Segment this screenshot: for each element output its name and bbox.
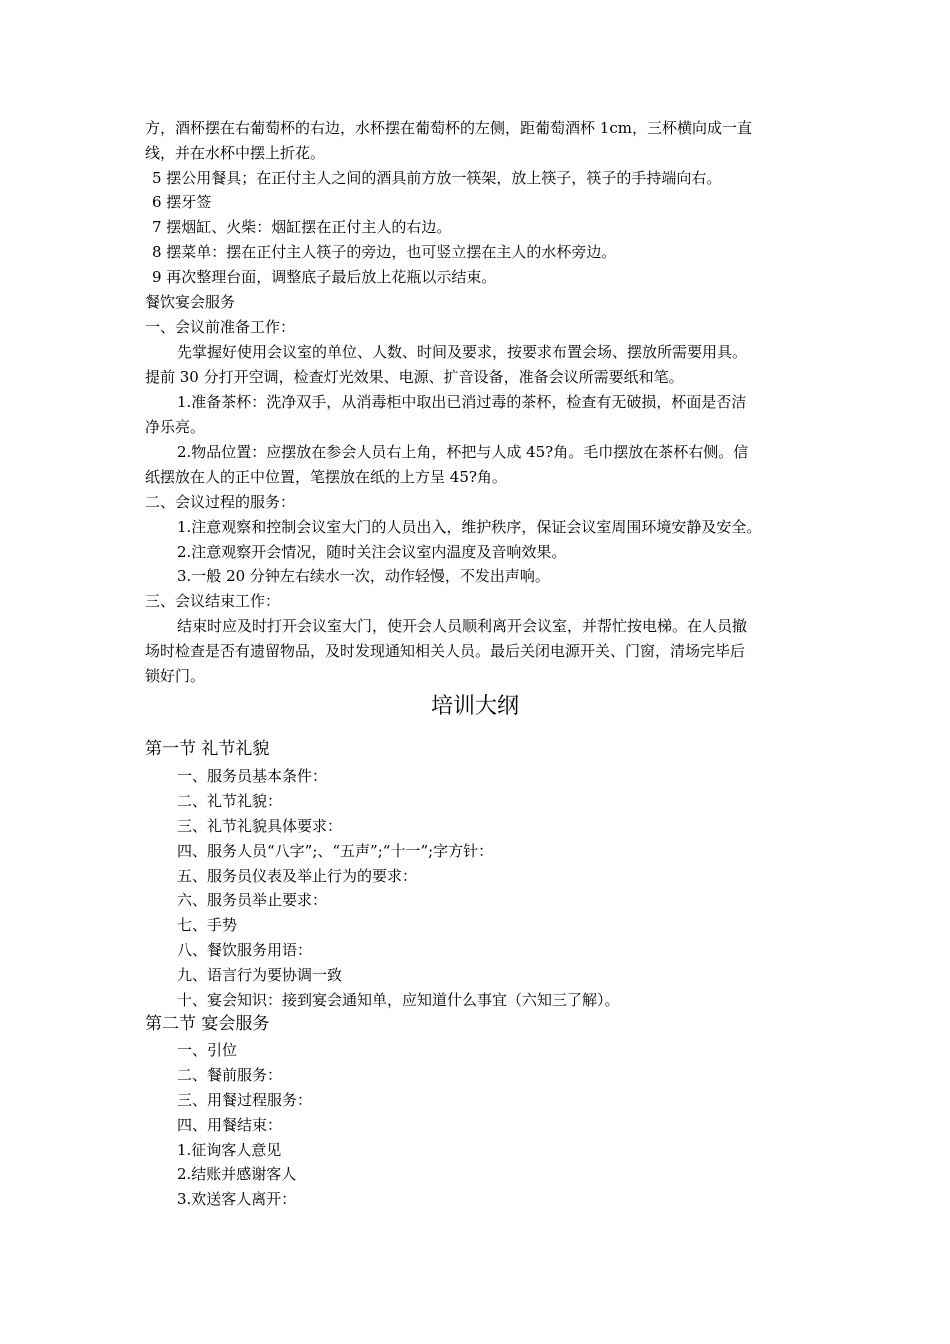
outline-item: 七、手势 bbox=[177, 916, 238, 934]
paragraph-line: 1.注意观察和控制会议室大门的人员出入，维护秩序，保证会议室周围环境安静及安全。 bbox=[177, 518, 762, 536]
section-heading: 第二节 宴会服务 bbox=[145, 1014, 270, 1034]
numbered-step: 5 摆公用餐具；在正付主人之间的酒具前方放一筷架，放上筷子，筷子的手持端向右。 bbox=[152, 169, 722, 187]
paragraph-line: 锁好门。 bbox=[145, 667, 206, 685]
subsection-heading: 三、会议结束工作： bbox=[145, 592, 281, 610]
paragraph-line: 场时检查是否有遗留物品，及时发现通知相关人员。最后关闭电源开关、门窗，清场完毕后 bbox=[145, 642, 746, 660]
outline-item: 三、用餐过程服务： bbox=[177, 1091, 313, 1109]
section-heading: 第一节 礼节礼貌 bbox=[145, 739, 270, 759]
outline-item: 一、引位 bbox=[177, 1041, 238, 1059]
paragraph-line: 2.注意观察开会情况，随时关注会议室内温度及音响效果。 bbox=[177, 543, 567, 561]
numbered-step: 8 摆菜单：摆在正付主人筷子的旁边，也可竖立摆在主人的水杯旁边。 bbox=[152, 243, 617, 261]
outline-item: 2.结账并感谢客人 bbox=[177, 1165, 297, 1183]
numbered-step: 7 摆烟缸、火柴：烟缸摆在正付主人的右边。 bbox=[152, 218, 452, 236]
outline-item: 九、语言行为要协调一致 bbox=[177, 966, 343, 984]
outline-item: 十、宴会知识：接到宴会通知单，应知道什么事宜（六知三了解）。 bbox=[177, 991, 620, 1009]
outline-item: 三、礼节礼貌具体要求： bbox=[177, 817, 343, 835]
outline-item: 四、用餐结束： bbox=[177, 1116, 283, 1134]
numbered-step: 9 再次整理台面，调整底子最后放上花瓶以示结束。 bbox=[152, 268, 497, 286]
paragraph-line: 净乐亮。 bbox=[145, 418, 206, 436]
paragraph-line: 方，酒杯摆在右葡萄杯的右边，水杯摆在葡萄杯的左侧，距葡萄酒杯 1cm，三杯横向成一直 bbox=[145, 119, 752, 137]
outline-item: 八、餐饮服务用语： bbox=[177, 941, 313, 959]
paragraph-line: 线，并在水杯中摆上折花。 bbox=[145, 144, 326, 162]
paragraph-line: 1.准备茶杯：洗净双手，从消毒柜中取出已消过毒的茶杯，检查有无破损，杯面是否洁 bbox=[177, 393, 747, 411]
paragraph-line: 2.物品位置：应摆放在参会人员右上角，杯把与人成 45?角。毛巾摆放在茶杯右侧。信 bbox=[177, 443, 749, 461]
paragraph-line: 先掌握好使用会议室的单位、人数、时间及要求，按要求布置会场、摆放所需要用具。 bbox=[177, 343, 748, 361]
outline-item: 六、服务员举止要求： bbox=[177, 891, 328, 909]
outline-item: 五、服务员仪表及举止行为的要求： bbox=[177, 867, 418, 885]
paragraph-line: 结束时应及时打开会议室大门，使开会人员顺利离开会议室，并帮忙按电梯。在人员撤 bbox=[177, 617, 748, 635]
numbered-step: 6 摆牙签 bbox=[152, 193, 212, 211]
outline-item: 二、礼节礼貌： bbox=[177, 792, 283, 810]
outline-item: 3.欢送客人离开： bbox=[177, 1190, 297, 1208]
paragraph-line: 提前 30 分打开空调，检查灯光效果、电源、扩音设备，准备会议所需要纸和笔。 bbox=[145, 368, 684, 386]
outline-item: 四、服务人员“八字”;、“五声”;“十一”;字方针： bbox=[177, 842, 494, 860]
section-heading: 餐饮宴会服务 bbox=[145, 293, 236, 311]
subsection-heading: 一、会议前准备工作： bbox=[145, 318, 296, 336]
outline-item: 一、服务员基本条件： bbox=[177, 767, 328, 785]
outline-item: 二、餐前服务： bbox=[177, 1066, 283, 1084]
outline-item: 1.征询客人意见 bbox=[177, 1141, 282, 1159]
paragraph-line: 纸摆放在人的正中位置，笔摆放在纸的上方呈 45?角。 bbox=[145, 468, 507, 486]
page-title: 培训大纲 bbox=[430, 694, 519, 719]
paragraph-line: 3.一般 20 分钟左右续水一次，动作轻慢，不发出声响。 bbox=[177, 567, 550, 585]
subsection-heading: 二、会议过程的服务： bbox=[145, 493, 296, 511]
